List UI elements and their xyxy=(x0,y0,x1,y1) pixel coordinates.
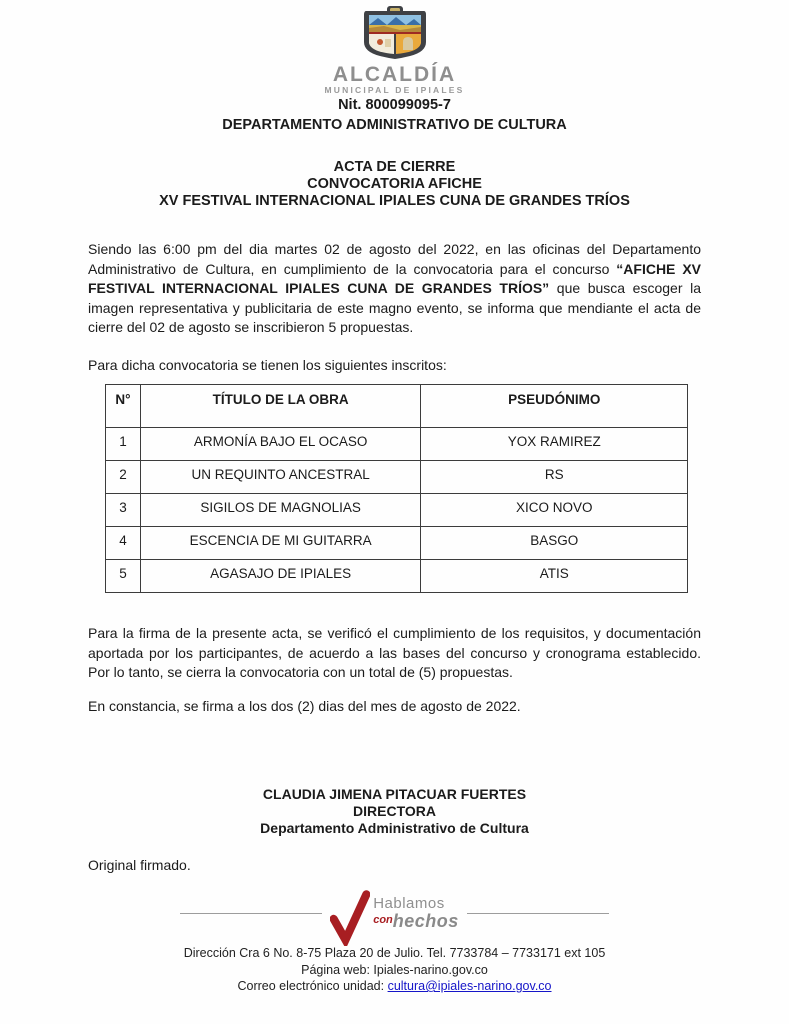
footer-rule-right xyxy=(467,913,609,914)
cell-pseudonimo: RS xyxy=(421,461,688,494)
email-link[interactable]: cultura@ipiales-narino.gov.co xyxy=(387,979,552,993)
signer-department: Departamento Administrativo de Cultura xyxy=(260,820,529,836)
footer-slogan-logo xyxy=(0,885,789,941)
table-row xyxy=(106,560,688,593)
table-row xyxy=(106,428,688,461)
cell-pseudonimo: YOX RAMIREZ xyxy=(421,428,688,461)
header-pseudonimo: PSEUDÓNIMO xyxy=(421,385,688,428)
title-line-2: CONVOCATORIA AFICHE xyxy=(307,176,482,192)
cell-titulo: AGASAJO DE IPIALES xyxy=(140,560,421,593)
municipal-shield-icon xyxy=(354,6,436,65)
intro-bold-contest-name: “AFICHE XV FESTIVAL INTERNACIONAL IPIALES CUNA DE GRANDES TRÍOS” xyxy=(88,260,701,296)
header-titulo: TÍTULO DE LA OBRA xyxy=(140,385,421,428)
footer-website: Página web: Ipiales-narino.gov.co xyxy=(301,962,488,977)
original-firmado-note: Original firmado. xyxy=(88,857,191,873)
cell-num: 4 xyxy=(106,527,141,560)
cell-pseudonimo: ATIS xyxy=(421,560,688,593)
logo-title: ALCALDÍA xyxy=(332,63,457,86)
nit-number: Nit. 800099095-7 xyxy=(338,97,451,113)
table-row xyxy=(106,527,688,560)
signer-name: CLAUDIA JIMENA PITACUAR FUERTES xyxy=(262,786,527,802)
document-header xyxy=(0,6,789,133)
cell-titulo: ESCENCIA DE MI GUITARRA xyxy=(140,527,421,560)
cell-num: 1 xyxy=(106,428,141,461)
intro-text-1: Siendo las 6:00 pm del dia martes 02 de agosto del 2022, en las oficinas del Departamento Administrativo de Cultura, en cumplimiento de la convocatoria para el concurso xyxy=(88,241,701,277)
inscritos-lead: Para dicha convocatoria se tienen los siguientes inscritos: xyxy=(88,356,447,373)
cell-titulo: ARMONÍA BAJO EL OCASO xyxy=(140,428,421,461)
logo-subtitle: MUNICIPAL DE IPIALES xyxy=(324,85,465,95)
footer-contact xyxy=(0,945,789,995)
department-name: DEPARTAMENTO ADMINISTRATIVO DE CULTURA xyxy=(222,117,567,133)
constancia-paragraph: En constancia, se firma a los dos (2) dias del mes de agosto de 2022. xyxy=(88,697,521,714)
intro-text-2: que busca escoger la imagen representativa y publicitaria de este magno evento, se informa que mendiante el acta de cierre del 02 de agosto se inscribieron 5 propuestas. xyxy=(88,280,701,335)
footer-email-label: Correo electrónico unidad: xyxy=(237,979,388,993)
title-line-1: ACTA DE CIERRE xyxy=(333,159,456,175)
cell-pseudonimo: XICO NOVO xyxy=(421,494,688,527)
cell-pseudonimo: BASGO xyxy=(421,527,688,560)
table-header-row xyxy=(106,385,688,428)
cell-num: 5 xyxy=(106,560,141,593)
header-num: N° xyxy=(106,385,141,428)
table-row xyxy=(106,461,688,494)
slogan-hechos: hechos xyxy=(392,910,459,931)
title-line-3: XV FESTIVAL INTERNACIONAL IPIALES CUNA DE GRANDES TRÍOS xyxy=(159,193,630,209)
footer-address: Dirección Cra 6 No. 8-75 Plaza 20 de Julio. Tel. 7733784 – 7733171 ext 105 xyxy=(183,946,606,960)
cell-titulo: UN REQUINTO ANCESTRAL xyxy=(140,461,421,494)
document-title xyxy=(88,159,701,210)
footer-email-line xyxy=(0,978,789,995)
slogan-con: con xyxy=(373,913,393,926)
slogan-text xyxy=(373,896,459,931)
cell-num: 3 xyxy=(106,494,141,527)
entries-table xyxy=(105,384,688,593)
slogan-hablamos: Hablamos xyxy=(373,894,445,912)
cell-titulo: SIGILOS DE MAGNOLIAS xyxy=(140,494,421,527)
intro-paragraph xyxy=(88,240,701,338)
table-row xyxy=(106,494,688,527)
verification-paragraph: Para la firma de la presente acta, se verificó el cumplimiento de los requisitos, y documentación aportada por los participantes, de acuerdo a las bases del concurso y cronograma establecido. Por lo tanto, se cierra la convocatoria con un total de (5) propuestas. xyxy=(88,625,701,680)
checkmark-icon xyxy=(330,890,370,951)
signature-block xyxy=(88,786,701,837)
signer-role: DIRECTORA xyxy=(353,803,436,819)
cell-num: 2 xyxy=(106,461,141,494)
footer-rule-left xyxy=(180,913,322,914)
